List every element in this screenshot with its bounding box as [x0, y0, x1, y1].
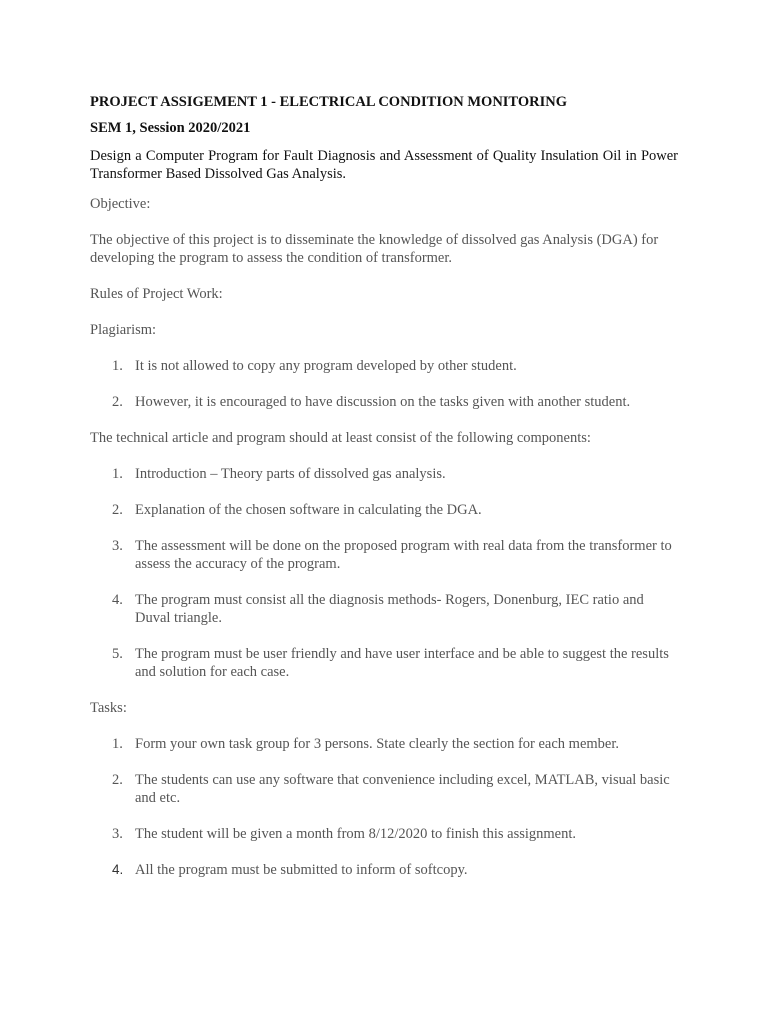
components-list: [90, 465, 678, 681]
list-item-text: Explanation of the chosen software in calculating the DGA.: [135, 502, 482, 518]
list-item: [90, 501, 678, 519]
list-item: [90, 465, 678, 483]
objective-heading: Objective:: [90, 196, 151, 212]
objective-text: The objective of this project is to disseminate the knowledge of dissolved gas Analysis (DGA) for developing the program to assess the condition of transformer.: [90, 232, 659, 266]
list-number: 5.: [112, 646, 123, 662]
components-intro: The technical article and program should at least consist of the following components:: [90, 430, 591, 446]
plagiarism-heading: Plagiarism:: [90, 322, 157, 338]
list-item-text: It is not allowed to copy any program developed by other student.: [135, 358, 517, 374]
list-item: [90, 393, 678, 411]
list-item-text: The assessment will be done on the proposed program with real data from the transformer to assess the accuracy of the program.: [135, 538, 672, 572]
list-item: [90, 357, 678, 375]
list-item: [90, 771, 678, 807]
list-item-text: The program must consist all the diagnosis methods- Rogers, Donenburg, IEC ratio and Duval triangle.: [135, 592, 644, 626]
list-item-text: Form your own task group for 3 persons. State clearly the section for each member.: [135, 736, 620, 752]
list-item-text: The program must be user friendly and have user interface and be able to suggest the results and solution for each case.: [135, 646, 669, 680]
list-item-text: The students can use any software that convenience including excel, MATLAB, visual basic and etc.: [135, 772, 670, 806]
list-item-text: Introduction – Theory parts of dissolved gas analysis.: [135, 466, 446, 482]
list-item: [90, 861, 678, 879]
tasks-list: [90, 735, 678, 879]
list-number: 3.: [112, 538, 123, 554]
list-item: [90, 591, 678, 627]
design-statement: Design a Computer Program for Fault Diagnosis and Assessment of Quality Insulation Oil in Power Transformer Based Dissolved Gas Analysis.: [90, 148, 678, 182]
list-number: 1.: [112, 358, 123, 374]
list-item: [90, 645, 678, 681]
document-title: PROJECT ASSIGEMENT 1 - ELECTRICAL CONDITION MONITORING: [90, 94, 567, 110]
list-number: 2.: [112, 502, 123, 518]
list-number: 2.: [112, 772, 123, 788]
rules-heading: Rules of Project Work:: [90, 286, 223, 302]
list-item: [90, 537, 678, 573]
list-item-text: The student will be given a month from 8/12/2020 to finish this assignment.: [135, 826, 576, 842]
list-item-text: All the program must be submitted to inform of softcopy.: [135, 862, 468, 878]
list-item: [90, 735, 678, 753]
list-number: 3.: [112, 826, 123, 842]
list-number: 2.: [112, 394, 123, 410]
list-number: 4.: [112, 862, 124, 877]
list-number: 4.: [112, 592, 123, 608]
list-item: [90, 825, 678, 843]
tasks-heading: Tasks:: [90, 700, 127, 716]
document-page: [90, 93, 678, 879]
list-number: 1.: [112, 466, 123, 482]
list-item-text: However, it is encouraged to have discussion on the tasks given with another student.: [135, 394, 631, 410]
session-line: SEM 1, Session 2020/2021: [90, 120, 251, 136]
plagiarism-list: [90, 357, 678, 411]
list-number: 1.: [112, 736, 123, 752]
